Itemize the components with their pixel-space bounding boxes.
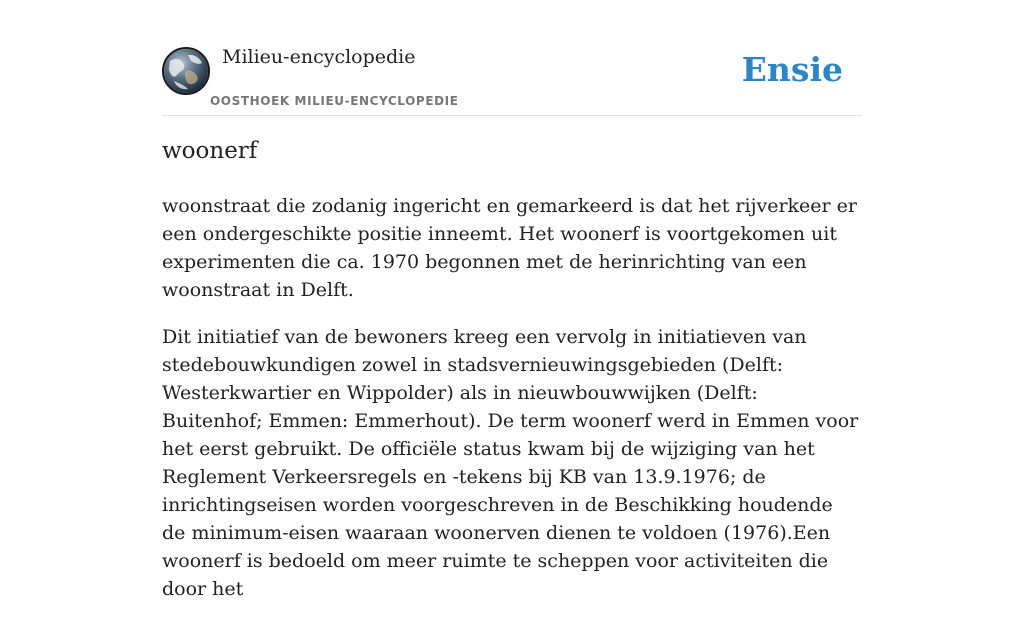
header-divider <box>162 115 862 116</box>
article-paragraph: woonstraat die zodanig ingericht en gemarkeerd is dat het rijverkeer er een ondergeschikte positie inneemt. Het woonerf is voortgekomen uit experimenten die ca. 1970 begonnen met de herinrichting van een woonstraat in Delft. <box>162 195 857 301</box>
brand-logo[interactable]: Ensie <box>741 50 843 89</box>
article-body <box>162 192 862 622</box>
site-subtitle[interactable]: OOSTHOEK MILIEU-ENCYCLOPEDIE <box>210 94 459 108</box>
article-paragraph: Dit initiatief van de bewoners kreeg een vervolg in initiatieven van stedebouwkundigen zowel in stadsvernieuwingsgebieden (Delft: Westerkwartier en Wippolder) als in nieuwbouwwijken (Delft: Buitenhof; Emmen: Emmerhout). De term woonerf werd in Emmen voor het eerst gebruikt. De officiële status kwam bij de wijziging van het Reglement Verkeersregels en -tekens bij KB van 13.9.1976; de inrichtingseisen worden voorgeschreven in de Beschikking houdende de minimum-eisen waaraan woonerven dienen te voldoen (1976).Een woonerf is bedoeld om meer ruimte te scheppen voor activiteiten die door het <box>162 326 859 600</box>
earth-globe-icon[interactable] <box>162 47 210 95</box>
site-name[interactable]: Milieu-encyclopedie <box>222 46 416 68</box>
site-header <box>162 44 862 116</box>
article-title: woonerf <box>162 138 258 164</box>
